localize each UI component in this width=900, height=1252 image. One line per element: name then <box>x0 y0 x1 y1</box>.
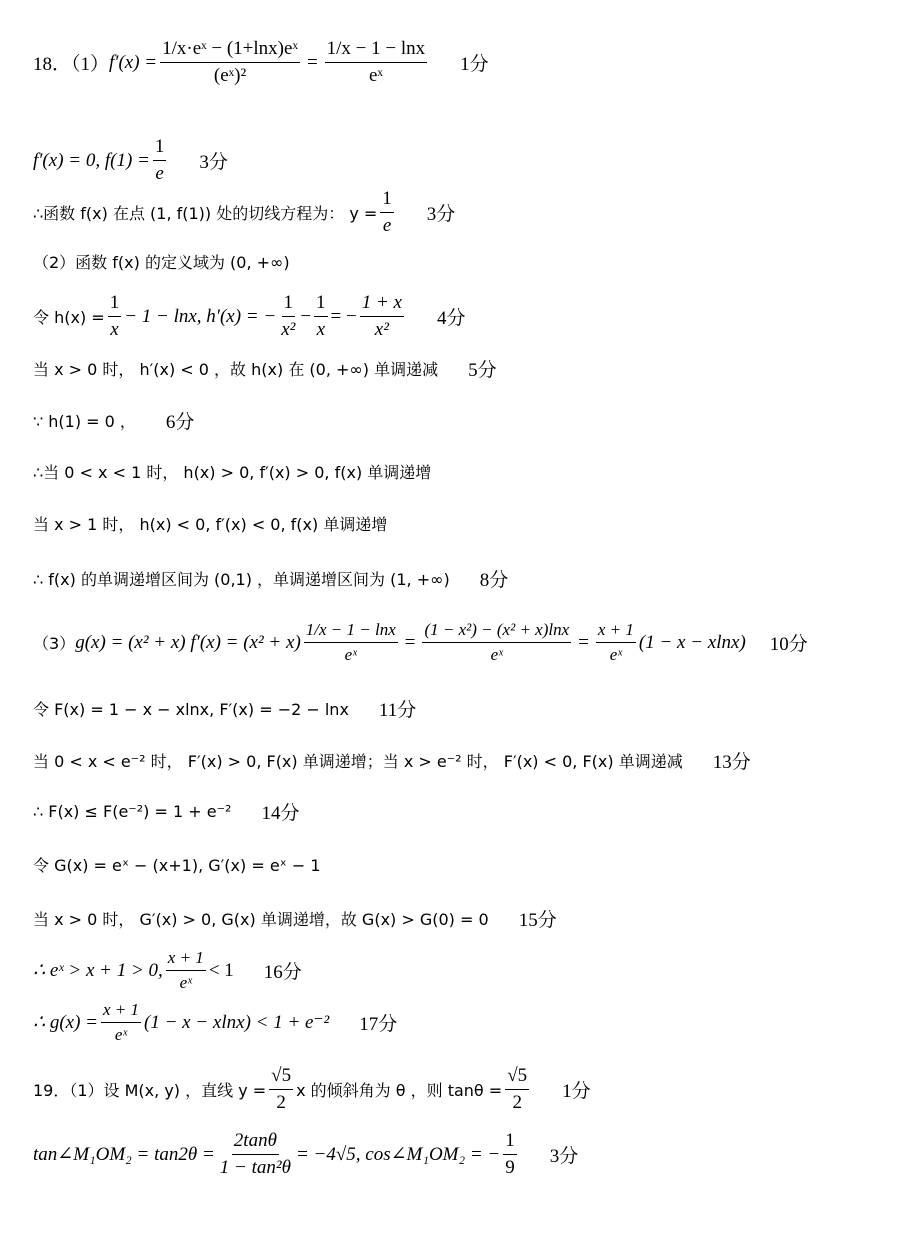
denominator: x <box>110 319 119 340</box>
score: 3分 <box>426 204 456 225</box>
text: 令 h(x) = <box>33 308 105 327</box>
numerator: 2tanθ <box>232 1130 279 1155</box>
text: 当 x > 1 时， h(x) < 0, f′(x) < 0, f(x) 单调递增 <box>33 515 388 534</box>
denominator: 9 <box>505 1157 515 1178</box>
expr: (1 − x − xlnx) < 1 + e⁻² <box>144 1012 330 1033</box>
denominator: 2 <box>512 1092 522 1113</box>
score: 4分 <box>437 308 466 329</box>
numerator: 1/x·eˣ − (1+lnx)eˣ <box>160 38 300 63</box>
numerator: x + 1 <box>166 948 206 971</box>
text: ∴ F(x) ≤ F(e⁻²) = 1 + e⁻² <box>33 802 232 821</box>
denominator: eˣ <box>368 65 383 86</box>
fraction <box>160 38 300 87</box>
score: 6分 <box>165 412 195 433</box>
numerator: 1 <box>153 136 167 161</box>
numerator: √5 <box>269 1065 293 1090</box>
line-F-mono <box>33 747 751 774</box>
numerator: 1 <box>503 1130 517 1155</box>
denominator: e <box>382 215 392 236</box>
text: ∴当 0 < x < 1 时， h(x) > 0, f′(x) > 0, f(x) 单调递增 <box>33 463 432 482</box>
operator: = <box>306 51 318 73</box>
denominator: e <box>155 163 164 184</box>
fraction <box>108 292 122 341</box>
operator: = <box>404 631 416 653</box>
line-domain <box>33 250 290 273</box>
numerator: 1/x − 1 − lnx <box>304 620 398 643</box>
fraction <box>596 620 636 665</box>
line-G-mono <box>33 905 557 932</box>
denominator: x² <box>281 319 296 340</box>
problem-label: （3） <box>33 634 76 653</box>
line-18-1 <box>33 38 489 87</box>
line-case1 <box>33 460 431 483</box>
text: ∵ h(1) = 0 ， <box>33 412 136 431</box>
score: 15分 <box>518 910 557 931</box>
operator: = <box>578 631 589 653</box>
numerator: 1 <box>380 188 394 213</box>
line-19-1 <box>33 1065 591 1114</box>
text: 当 x > 0 时， h′(x) < 0 ，故 h(x) 在 (0, +∞) 单调递减 <box>33 360 439 379</box>
line-intervals <box>33 565 508 592</box>
score: 3分 <box>549 1146 579 1167</box>
expr: g(x) = (x² + x) f′(x) = (x² + x) <box>75 631 301 653</box>
line-tangent <box>33 188 455 237</box>
expr: − 1 − lnx, h′(x) = − <box>124 305 277 327</box>
denominator: eˣ <box>609 645 623 664</box>
fraction <box>505 1065 529 1114</box>
denominator: x <box>316 319 326 340</box>
line-F <box>33 695 416 722</box>
text: 令 G(x) = eˣ − (x+1), G′(x) = eˣ − 1 <box>33 856 321 875</box>
fraction <box>218 1130 293 1179</box>
fraction <box>279 292 297 341</box>
expr: tan∠M₁OM₂ = tan2θ = <box>33 1144 215 1165</box>
line-ex-ineq <box>33 948 302 993</box>
text: x 的倾斜角为 θ ，则 tanθ = <box>296 1081 503 1100</box>
problem-label: 18．（1） <box>33 54 110 75</box>
denominator: eˣ <box>114 1025 128 1044</box>
line-fprime <box>33 136 228 185</box>
text: 当 0 < x < e⁻² 时， F′(x) > 0, F(x) 单调递增；当 x > e⁻² 时， F′(x) < 0, F(x) 单调递减 <box>33 752 683 771</box>
numerator: x + 1 <box>596 620 636 643</box>
line-G <box>33 853 321 876</box>
line-h <box>33 292 466 341</box>
text: 当 x > 0 时， G′(x) > 0, G(x) 单调递增，故 G(x) > G(0) = 0 <box>33 910 489 929</box>
score: 5分 <box>468 360 497 381</box>
expr: (1 − x − xlnx) <box>638 631 746 653</box>
fraction <box>503 1130 517 1179</box>
line-g <box>33 620 808 665</box>
text: 19．（1）设 M(x, y) ，直线 y = <box>33 1081 267 1100</box>
line-case2 <box>33 512 387 535</box>
denominator: 2 <box>276 1092 286 1113</box>
numerator: 1 <box>108 292 122 317</box>
score: 10分 <box>769 634 808 655</box>
score: 1分 <box>562 1081 591 1102</box>
score: 17分 <box>359 1014 398 1035</box>
numerator: 1 + x <box>360 292 404 317</box>
line-F-max <box>33 798 299 825</box>
text: 令 F(x) = 1 − x − xlnx, F′(x) = −2 − lnx <box>33 700 349 719</box>
operator: − <box>300 305 312 327</box>
fraction <box>314 292 328 341</box>
score: 1分 <box>460 54 489 75</box>
numerator: (1 − x²) − (x² + x)lnx <box>422 620 571 643</box>
text: ∴ f(x) 的单调递增区间为 (0,1) ，单调递增区间为 (1, +∞) <box>33 570 450 589</box>
score: 16分 <box>263 962 302 983</box>
text: （2）函数 f(x) 的定义域为 (0, +∞) <box>33 253 290 272</box>
fraction <box>101 1000 141 1045</box>
fraction <box>422 620 571 665</box>
expr: f′(x) = <box>109 51 158 73</box>
denominator: eˣ <box>344 645 357 664</box>
denominator: eˣ <box>179 973 192 992</box>
fraction <box>360 292 404 341</box>
numerator: √5 <box>505 1065 529 1090</box>
text: ∴函数 f(x) 在点 (1, f(1)) 处的切线方程为： y = <box>33 204 378 223</box>
operator: = − <box>330 305 357 327</box>
fraction <box>380 188 394 237</box>
expr: ∴ g(x) = <box>33 1012 98 1033</box>
score: 14分 <box>261 803 300 824</box>
fraction <box>269 1065 293 1114</box>
numerator: 1 <box>314 292 328 317</box>
numerator: x + 1 <box>101 1000 141 1023</box>
score: 11分 <box>378 700 417 721</box>
expr: f′(x) = 0, f(1) = <box>33 149 150 171</box>
fraction <box>325 38 428 87</box>
expr: = −4√5, cos∠M₁OM₂ = − <box>295 1144 501 1165</box>
denominator: eˣ <box>490 645 503 664</box>
score: 3分 <box>199 152 228 173</box>
fraction <box>153 136 167 185</box>
denominator: x² <box>374 319 389 340</box>
line-tan2theta <box>33 1130 578 1179</box>
fraction <box>304 620 398 665</box>
score: 8分 <box>479 570 509 591</box>
line-g-conclusion <box>33 1000 397 1045</box>
score: 13分 <box>712 752 751 773</box>
numerator: 1/x − 1 − lnx <box>325 38 428 63</box>
line-hprime-neg <box>33 355 497 382</box>
line-h1 <box>33 407 194 434</box>
fraction <box>166 948 206 993</box>
denominator: 1 − tan²θ <box>219 1157 291 1178</box>
numerator: 1 <box>282 292 296 317</box>
expr: ∴ eˣ > x + 1 > 0, <box>33 960 163 981</box>
expr: < 1 <box>208 959 234 981</box>
denominator: (eˣ)² <box>213 65 247 86</box>
